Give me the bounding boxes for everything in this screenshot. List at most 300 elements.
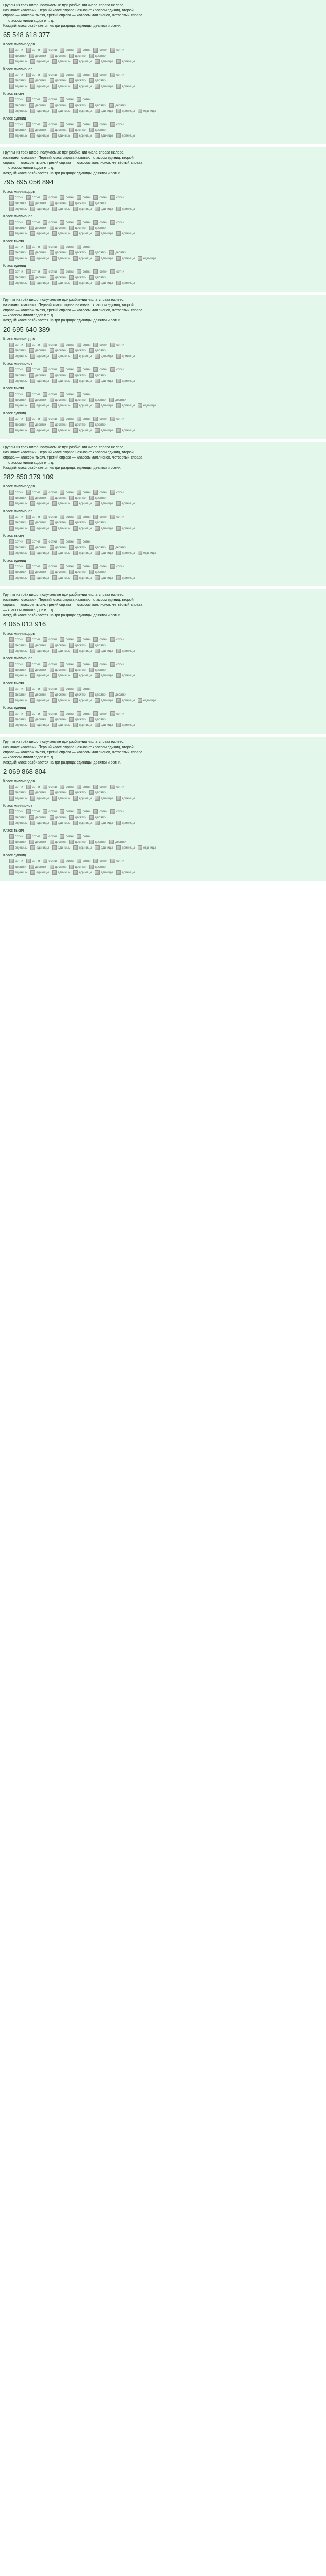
digit-slot xyxy=(30,428,48,433)
cube-icon xyxy=(9,428,14,433)
intro-line: — классом миллиардов и т. д. xyxy=(3,756,54,759)
cube-icon xyxy=(26,48,31,53)
cube-icon xyxy=(43,637,47,642)
cube-row xyxy=(9,367,323,372)
slot-label: сотни xyxy=(48,343,57,347)
cube-icon xyxy=(9,343,14,347)
digit-slot xyxy=(9,207,27,211)
cube-icon xyxy=(50,103,54,108)
cube-icon xyxy=(89,348,94,353)
slot-label: единицы xyxy=(15,379,28,383)
cube-icon xyxy=(116,403,121,408)
digit-slot xyxy=(89,865,106,869)
slot-label: сотни xyxy=(48,859,57,863)
slot-label: сотни xyxy=(15,712,23,716)
slot-label: десятки xyxy=(95,104,107,107)
slot-label: сотни xyxy=(66,98,74,101)
cube-icon xyxy=(77,392,82,397)
cube-icon xyxy=(26,195,31,200)
digit-slot xyxy=(52,379,70,383)
digit-slot xyxy=(50,815,67,820)
digit-slot xyxy=(26,564,40,569)
slot-label: единицы xyxy=(79,796,92,800)
digit-slot xyxy=(95,526,113,531)
intro-line: Каждый класс разбивается на три разряда: единицы, десятки и сотни. xyxy=(3,614,121,617)
slot-label: сотни xyxy=(15,343,23,347)
digit-slot xyxy=(30,649,48,653)
slot-label: единицы xyxy=(15,84,28,88)
cube-icon xyxy=(9,122,14,127)
cube-icon xyxy=(30,281,35,285)
intro-line: Группы из трёх цифр, получаемые при разбиении числа справа налево, xyxy=(3,151,125,155)
cube-row xyxy=(9,496,323,500)
cube-icon xyxy=(52,673,57,678)
slot-label: сотни xyxy=(99,638,108,641)
cube-icon xyxy=(116,551,121,555)
cube-row xyxy=(9,54,323,58)
digit-slot xyxy=(52,870,70,875)
cube-row xyxy=(9,417,323,421)
slot-label: единицы xyxy=(36,281,49,285)
cube-icon xyxy=(60,48,64,53)
digit-slot xyxy=(30,870,48,875)
cube-row xyxy=(9,109,323,113)
slot-label: десятки xyxy=(55,865,67,869)
slot-label: единицы xyxy=(122,723,135,727)
digit-slot xyxy=(69,790,86,795)
cube-icon xyxy=(69,643,74,648)
digit-slot xyxy=(52,845,70,850)
class-section xyxy=(3,239,323,261)
digit-slot xyxy=(50,54,67,58)
cube-icon xyxy=(77,269,82,274)
cube-icon xyxy=(93,490,98,495)
slot-label: единицы xyxy=(79,699,92,702)
slot-label: сотни xyxy=(31,687,40,691)
digit-slot xyxy=(73,821,91,825)
class-section xyxy=(3,42,323,64)
digit-slot xyxy=(95,673,113,678)
intro-line: Каждый класс разбивается на три разряда: единицы, десятки и сотни. xyxy=(3,172,121,175)
slot-label: сотни xyxy=(116,712,124,716)
digit-slot xyxy=(26,367,40,372)
cube-icon xyxy=(9,373,14,378)
cube-icon xyxy=(93,662,98,667)
cube-icon xyxy=(60,73,64,77)
slot-label: десятки xyxy=(35,374,46,377)
cube-row xyxy=(9,865,323,869)
class-title: Класс миллионов xyxy=(3,215,33,218)
slot-label: сотни xyxy=(31,343,40,347)
digit-slot xyxy=(95,428,113,433)
digit-slot xyxy=(93,195,107,200)
slot-label: сотни xyxy=(31,221,40,224)
digit-slot xyxy=(95,649,113,653)
big-number: 795 895 056 894 xyxy=(3,178,54,186)
digit-slot xyxy=(95,551,113,555)
cube-icon xyxy=(116,723,121,727)
digit-slot xyxy=(110,809,124,814)
digit-slot xyxy=(69,275,86,280)
digit-slot xyxy=(89,520,106,525)
slot-label: десятки xyxy=(95,374,107,377)
digit-slot xyxy=(110,417,124,421)
slot-label: сотни xyxy=(31,73,40,77)
digit-slot xyxy=(52,649,70,653)
slot-label: единицы xyxy=(122,232,135,235)
digit-slot xyxy=(9,403,27,408)
digit-slot xyxy=(77,515,91,519)
cube-icon xyxy=(52,649,57,653)
cube-icon xyxy=(9,59,14,64)
digit-slot xyxy=(69,128,86,132)
slot-label: сотни xyxy=(48,540,57,544)
cube-icon xyxy=(9,845,14,850)
slot-label: единицы xyxy=(122,551,135,555)
cube-icon xyxy=(60,711,64,716)
slot-label: сотни xyxy=(15,859,23,863)
digit-slot xyxy=(110,367,124,372)
digit-slot xyxy=(77,97,91,102)
slot-label: десятки xyxy=(35,668,46,672)
digit-slot xyxy=(26,809,40,814)
class-title: Класс миллионов xyxy=(3,362,33,366)
cube-icon xyxy=(43,392,47,397)
digit-slot xyxy=(73,551,91,555)
slot-label: единицы xyxy=(122,207,135,211)
cube-icon xyxy=(116,845,121,850)
slot-label: единицы xyxy=(15,354,28,358)
cube-icon xyxy=(9,785,14,789)
digit-slot xyxy=(50,865,67,869)
cube-icon xyxy=(9,398,14,402)
slot-label: десятки xyxy=(75,276,87,279)
slot-label: сотни xyxy=(99,48,108,52)
slot-label: сотни xyxy=(82,835,91,838)
digit-slot xyxy=(9,245,23,249)
cube-icon xyxy=(52,551,57,555)
cube-icon xyxy=(73,673,78,678)
digit-slot xyxy=(29,790,46,795)
cube-row xyxy=(9,231,323,236)
digit-slot xyxy=(77,809,91,814)
cube-icon xyxy=(9,275,14,280)
digit-slot xyxy=(43,392,57,397)
cube-icon xyxy=(30,109,35,113)
slot-label: единицы xyxy=(122,699,135,702)
slot-label: единицы xyxy=(57,796,71,800)
slot-label: единицы xyxy=(100,379,113,383)
digit-slot xyxy=(9,809,23,814)
slot-label: сотни xyxy=(66,270,74,274)
digit-slot xyxy=(95,403,113,408)
cube-row xyxy=(9,133,323,138)
cube-icon xyxy=(89,643,94,648)
digit-slot xyxy=(50,398,67,402)
digit-slot xyxy=(89,201,106,206)
cube-icon xyxy=(89,717,94,722)
slot-label: сотни xyxy=(48,638,57,641)
digit-slot xyxy=(116,231,134,236)
slot-label: единицы xyxy=(79,527,92,530)
slot-label: десятки xyxy=(75,374,87,377)
slot-label: сотни xyxy=(82,490,91,494)
cube-icon xyxy=(95,575,100,580)
slot-label: десятки xyxy=(35,226,46,230)
slot-label: единицы xyxy=(36,134,49,138)
intro-line: — классом миллиардов и т. д. xyxy=(3,166,54,170)
digit-slot xyxy=(77,687,91,691)
digit-slot xyxy=(110,73,124,77)
cube-icon xyxy=(26,367,31,372)
cube-icon xyxy=(9,48,14,53)
slot-label: десятки xyxy=(95,349,107,352)
slot-label: десятки xyxy=(75,79,87,82)
class-section xyxy=(3,779,323,801)
slot-label: сотни xyxy=(82,221,91,224)
digit-slot xyxy=(9,84,27,89)
slot-label: десятки xyxy=(55,546,67,549)
slot-label: единицы xyxy=(15,723,28,727)
slot-label: десятки xyxy=(95,718,107,721)
slot-label: единицы xyxy=(79,109,92,113)
slot-label: единицы xyxy=(79,871,92,874)
intro-text xyxy=(3,740,323,766)
cube-icon xyxy=(43,195,47,200)
cube-icon xyxy=(9,226,14,230)
slot-label: десятки xyxy=(75,398,87,402)
slot-label: единицы xyxy=(36,84,49,88)
digit-slot xyxy=(60,662,74,667)
digit-slot xyxy=(26,122,40,127)
slot-label: сотни xyxy=(31,393,40,396)
number-panel xyxy=(0,295,326,439)
cube-icon xyxy=(50,545,54,550)
intro-text xyxy=(3,3,323,29)
digit-slot xyxy=(69,668,86,672)
digit-slot xyxy=(52,281,70,285)
digit-slot xyxy=(93,343,107,347)
slot-label: сотни xyxy=(66,540,74,544)
slot-label: сотни xyxy=(99,343,108,347)
slot-label: десятки xyxy=(55,251,67,255)
slot-label: десятки xyxy=(15,54,26,58)
digit-slot xyxy=(110,662,124,667)
digit-slot xyxy=(9,48,23,53)
slot-label: единицы xyxy=(79,846,92,850)
digit-slot xyxy=(89,348,106,353)
digit-slot xyxy=(73,698,91,703)
digit-slot xyxy=(109,250,126,255)
cube-icon xyxy=(77,122,82,127)
slot-label: десятки xyxy=(35,791,46,794)
cube-icon xyxy=(50,865,54,869)
slot-label: единицы xyxy=(57,281,71,285)
slot-label: десятки xyxy=(75,521,87,524)
cube-icon xyxy=(9,673,14,678)
cube-row xyxy=(9,520,323,525)
cube-row xyxy=(9,845,323,850)
cube-icon xyxy=(52,59,57,64)
class-section xyxy=(3,681,323,703)
digit-slot xyxy=(9,673,27,678)
cube-icon xyxy=(50,78,54,83)
digit-slot xyxy=(9,256,27,261)
cube-icon xyxy=(110,859,115,863)
slot-label: сотни xyxy=(116,663,124,666)
cube-row xyxy=(9,256,323,261)
digit-slot xyxy=(50,373,67,378)
intro-text xyxy=(3,592,323,618)
digit-slot xyxy=(43,637,57,642)
digit-slot xyxy=(43,809,57,814)
slot-label: сотни xyxy=(48,490,57,494)
digit-slot xyxy=(93,48,107,53)
cube-icon xyxy=(50,570,54,574)
digit-slot xyxy=(43,515,57,519)
slot-label: единицы xyxy=(122,257,135,260)
digit-slot xyxy=(30,133,48,138)
digit-slot xyxy=(26,662,40,667)
cube-row xyxy=(9,103,323,108)
cube-icon xyxy=(9,840,14,844)
slot-label: единицы xyxy=(100,723,113,727)
cube-icon xyxy=(29,692,34,697)
digit-slot xyxy=(109,840,126,844)
cube-icon xyxy=(116,698,121,703)
digit-slot xyxy=(9,250,26,255)
digit-slot xyxy=(50,570,67,574)
slot-label: сотни xyxy=(116,48,124,52)
digit-slot xyxy=(116,673,134,678)
digit-slot xyxy=(9,515,23,519)
class-section xyxy=(3,656,323,678)
digit-slot xyxy=(9,821,27,825)
slot-label: единицы xyxy=(57,674,71,677)
digit-slot xyxy=(30,207,48,211)
digit-slot xyxy=(43,539,57,544)
slot-label: сотни xyxy=(116,196,124,199)
digit-slot xyxy=(60,859,74,863)
cube-icon xyxy=(95,84,100,89)
digit-slot xyxy=(95,698,113,703)
cube-icon xyxy=(30,698,35,703)
slot-label: сотни xyxy=(82,515,91,519)
cube-icon xyxy=(95,501,100,506)
slot-label: единицы xyxy=(122,527,135,530)
cube-icon xyxy=(52,698,57,703)
cube-row xyxy=(9,859,323,863)
digit-slot xyxy=(73,428,91,433)
cube-icon xyxy=(9,490,14,495)
cube-icon xyxy=(30,796,35,801)
slot-label: десятки xyxy=(35,865,46,869)
slot-label: единицы xyxy=(122,379,135,383)
cube-icon xyxy=(77,785,82,789)
slot-label: десятки xyxy=(55,840,67,844)
cube-icon xyxy=(116,428,121,433)
cube-icon xyxy=(93,859,98,863)
digit-slot xyxy=(26,785,40,789)
intro-line: Каждый класс разбивается на три разряда: единицы, десятки и сотни. xyxy=(3,466,121,470)
cube-row xyxy=(9,711,323,716)
number-panel xyxy=(0,737,326,881)
digit-slot xyxy=(30,673,48,678)
digit-slot xyxy=(9,422,26,427)
cube-icon xyxy=(29,790,34,795)
slot-label: сотни xyxy=(66,859,74,863)
slot-label: единицы xyxy=(79,379,92,383)
slot-label: десятки xyxy=(35,546,46,549)
cube-icon xyxy=(73,354,78,359)
cube-icon xyxy=(95,870,100,875)
digit-slot xyxy=(69,398,86,402)
cube-icon xyxy=(69,668,74,672)
digit-slot xyxy=(73,649,91,653)
digit-slot xyxy=(116,133,134,138)
digit-slot xyxy=(52,698,70,703)
cube-icon xyxy=(30,501,35,506)
digit-slot xyxy=(50,692,67,697)
cube-icon xyxy=(77,564,82,569)
slot-label: сотни xyxy=(48,123,57,126)
class-section xyxy=(3,853,323,875)
big-number: 4 065 013 916 xyxy=(3,620,46,628)
cube-icon xyxy=(93,809,98,814)
cube-icon xyxy=(69,840,74,844)
slot-label: сотни xyxy=(48,835,57,838)
slot-label: сотни xyxy=(66,712,74,716)
slot-label: десятки xyxy=(35,276,46,279)
cube-row xyxy=(9,354,323,359)
slot-label: сотни xyxy=(48,785,57,789)
digit-slot xyxy=(9,539,23,544)
slot-label: единицы xyxy=(15,429,28,432)
cube-icon xyxy=(77,687,82,691)
cube-icon xyxy=(89,201,94,206)
class-section xyxy=(3,632,323,653)
slot-label: единицы xyxy=(36,379,49,383)
cube-icon xyxy=(138,256,142,261)
cube-icon xyxy=(95,428,100,433)
digit-slot xyxy=(93,367,107,372)
cube-icon xyxy=(9,692,14,697)
cube-icon xyxy=(89,275,94,280)
digit-slot xyxy=(69,496,86,500)
digit-slot xyxy=(26,515,40,519)
digit-slot xyxy=(93,859,107,863)
slot-label: единицы xyxy=(36,60,49,63)
cube-icon xyxy=(93,515,98,519)
cube-icon xyxy=(52,845,57,850)
slot-label: десятки xyxy=(95,546,107,549)
digit-slot xyxy=(77,392,91,397)
slot-label: десятки xyxy=(115,546,126,549)
slot-label: единицы xyxy=(143,846,156,850)
digit-slot xyxy=(52,575,70,580)
cube-icon xyxy=(60,195,64,200)
cube-icon xyxy=(110,48,115,53)
digit-slot xyxy=(60,417,74,421)
digit-slot xyxy=(69,545,86,550)
cube-icon xyxy=(30,723,35,727)
digit-slot xyxy=(110,711,124,716)
slot-label: сотни xyxy=(15,515,23,519)
cube-row xyxy=(9,539,323,544)
digit-slot xyxy=(60,687,74,691)
slot-label: сотни xyxy=(15,245,23,249)
cube-icon xyxy=(9,526,14,531)
